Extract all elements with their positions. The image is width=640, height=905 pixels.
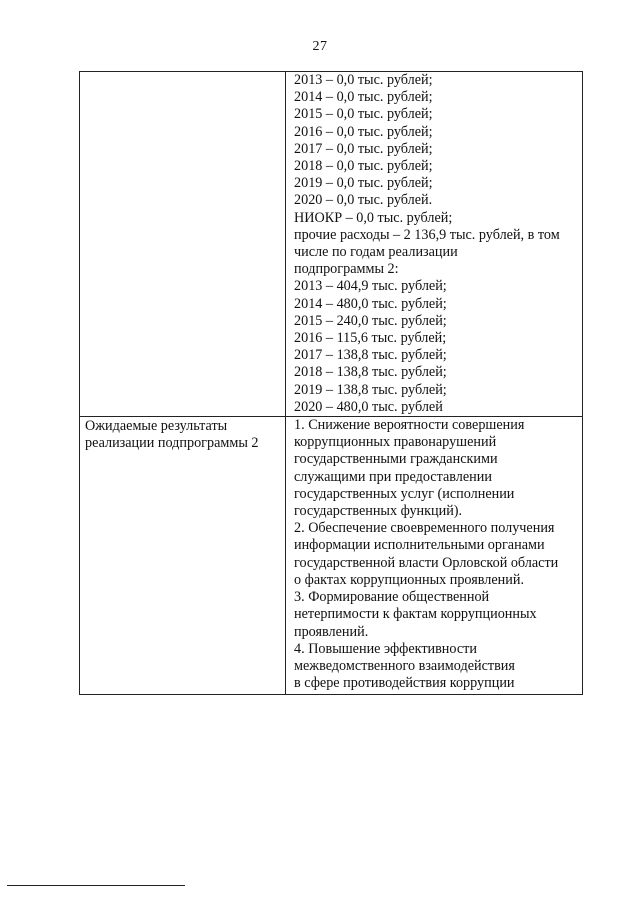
- finance-line: 2014 – 480,0 тыс. рублей;: [294, 295, 447, 312]
- finance-line: 2017 – 138,8 тыс. рублей;: [294, 347, 447, 364]
- finance-line: числе по годам реализации: [294, 244, 458, 261]
- results-line: коррупционных правонарушений: [294, 434, 497, 451]
- footer-rule: [7, 885, 185, 886]
- results-line: государственной власти Орловской области: [294, 554, 559, 571]
- results-line: 2. Обеспечение своевременного получения: [294, 520, 555, 537]
- results-line: государственными гражданскими: [294, 451, 498, 468]
- finance-line: 2015 – 240,0 тыс. рублей;: [294, 312, 447, 329]
- finance-line: подпрограммы 2:: [294, 261, 399, 278]
- finance-line: 2018 – 138,8 тыс. рублей;: [294, 364, 447, 381]
- results-line: государственных услуг (исполнении: [294, 485, 515, 502]
- results-line: 3. Формирование общественной: [294, 589, 490, 606]
- passport-table: [79, 71, 583, 695]
- finance-line: прочие расходы – 2 136,9 тыс. рублей, в том: [294, 226, 560, 243]
- results-line: проявлений.: [294, 623, 369, 640]
- results-line: информации исполнительными органами: [294, 537, 545, 554]
- finance-line: 2016 – 0,0 тыс. рублей;: [294, 123, 433, 140]
- finance-values-cell: [286, 72, 583, 417]
- results-label-cell: [80, 417, 286, 695]
- finance-line: 2017 – 0,0 тыс. рублей;: [294, 140, 433, 157]
- finance-line: 2015 – 0,0 тыс. рублей;: [294, 106, 433, 123]
- table-row-results: [80, 417, 583, 695]
- results-line: 4. Повышение эффективности: [294, 640, 477, 657]
- results-label-line: реализации подпрограммы 2: [85, 435, 259, 452]
- results-line: в сфере противодействия коррупции: [294, 675, 515, 692]
- finance-line: НИОКР – 0,0 тыс. рублей;: [294, 209, 453, 226]
- results-label-line: Ожидаемые результаты: [85, 418, 228, 435]
- finance-line: 2014 – 0,0 тыс. рублей;: [294, 89, 433, 106]
- table-row-finance: [80, 72, 583, 417]
- finance-line: 2019 – 0,0 тыс. рублей;: [294, 175, 433, 192]
- results-line: служащими при предоставлении: [294, 468, 492, 485]
- finance-line: 2019 – 138,8 тыс. рублей;: [294, 381, 447, 398]
- finance-line: 2020 – 0,0 тыс. рублей.: [294, 192, 433, 209]
- finance-line: 2016 – 115,6 тыс. рублей;: [294, 330, 447, 347]
- finance-line: 2020 – 480,0 тыс. рублей: [294, 398, 443, 415]
- results-line: 1. Снижение вероятности совершения: [294, 417, 525, 434]
- finance-line: 2018 – 0,0 тыс. рублей;: [294, 158, 433, 175]
- results-line: нетерпимости к фактам коррупционных: [294, 606, 537, 623]
- page-number: 27: [312, 39, 328, 54]
- results-line: межведомственного взаимодействия: [294, 657, 515, 674]
- results-line: о фактах коррупционных проявлений.: [294, 571, 524, 588]
- results-values-cell: [286, 417, 583, 695]
- finance-label-cell: [80, 72, 286, 417]
- finance-line: 2013 – 404,9 тыс. рублей;: [294, 278, 447, 295]
- finance-line: 2013 – 0,0 тыс. рублей;: [294, 72, 433, 88]
- results-line: государственных функций).: [294, 503, 463, 520]
